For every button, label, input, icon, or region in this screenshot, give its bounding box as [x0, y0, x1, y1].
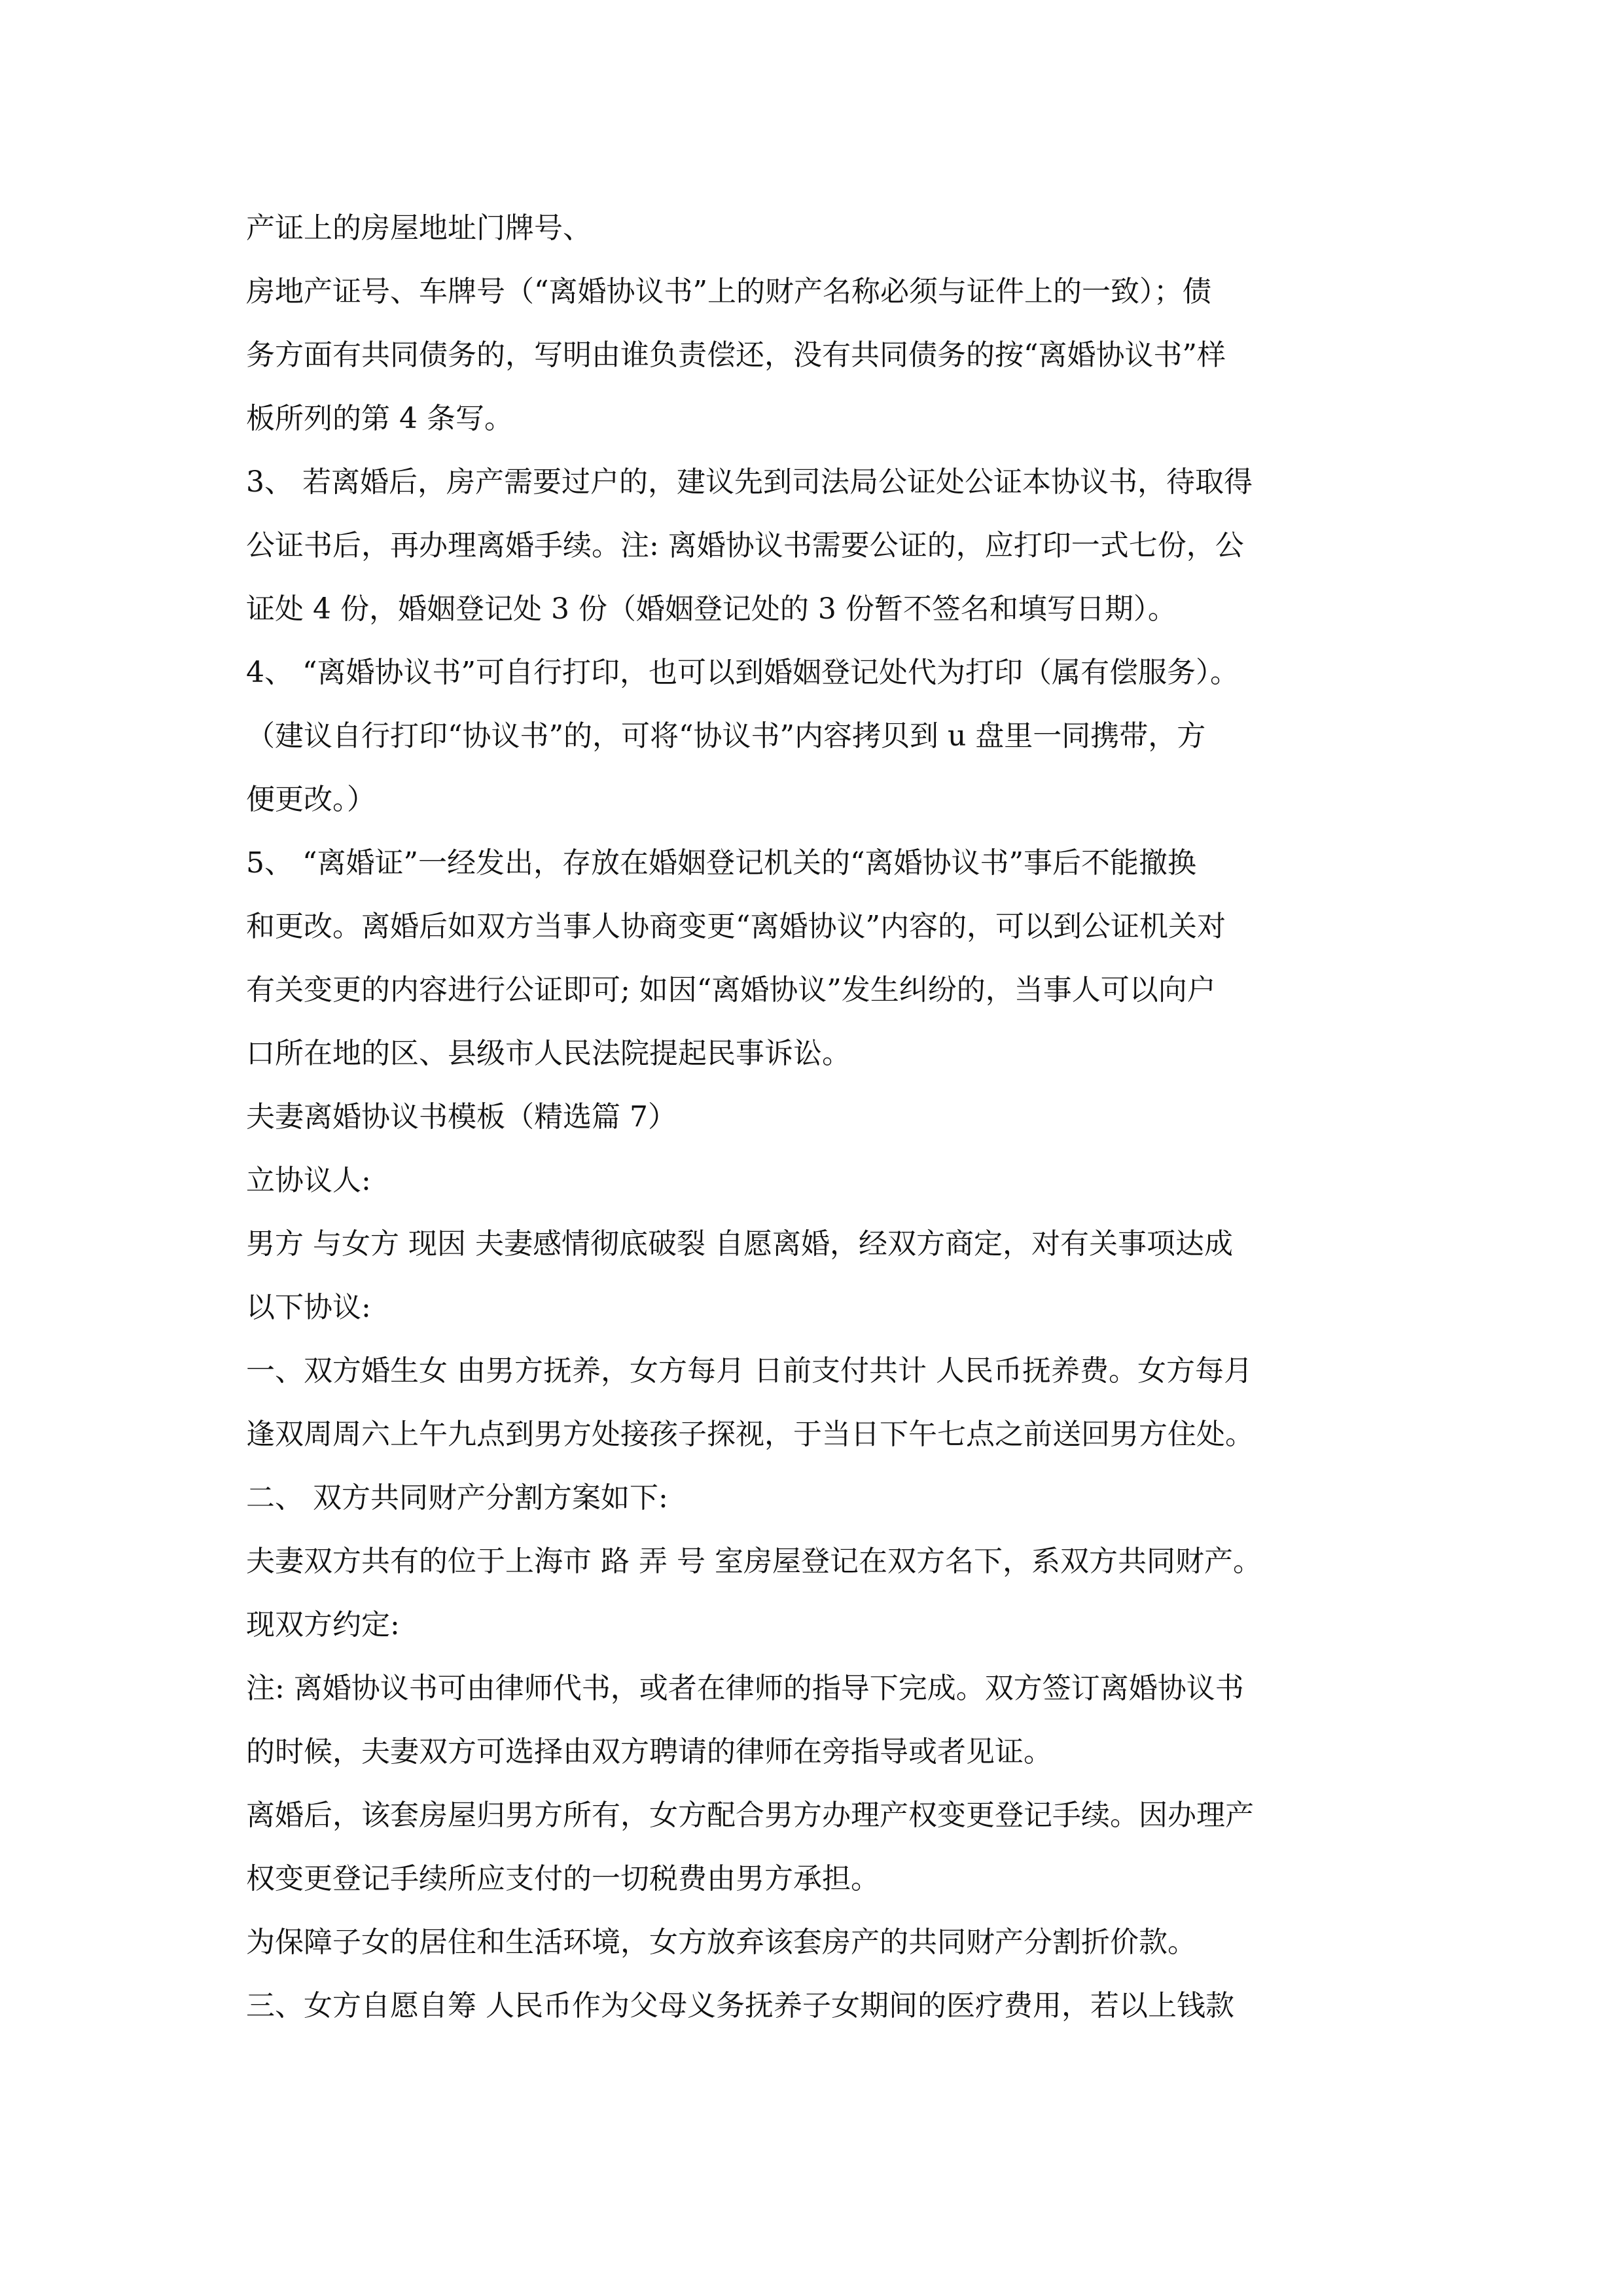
text-line: 权变更登记手续所应支付的一切税费由男方承担。 — [246, 1862, 880, 1895]
text-line: 为保障子女的居住和生活环境，女方放弃该套房产的共同财产分割折价款。 — [246, 1926, 1196, 1959]
text-line: 男方 与女方 现因 夫妻感情彻底破裂 自愿离婚，经双方商定，对有关事项达成 — [246, 1227, 1233, 1261]
section-title: 夫妻离婚协议书模板（精选篇 7） — [246, 1100, 677, 1134]
text-line: 房地产证号、车牌号（“离婚协议书”上的财产名称必须与证件上的一致）；债 — [246, 275, 1211, 308]
text-line: 证处 4 份，婚姻登记处 3 份（婚姻登记处的 3 份暂不签名和填写日期）。 — [246, 592, 1177, 626]
text-line: 口所在地的区、县级市人民法院提起民事诉讼。 — [246, 1037, 851, 1070]
text-line: 注: 离婚协议书可由律师代书，或者在律师的指导下完成。双方签订离婚协议书 — [246, 1672, 1244, 1705]
text-line: 逢双周周六上午九点到男方处接孩子探视，于当日下午七点之前送回男方住处。 — [246, 1418, 1254, 1451]
text-line: （建议自行打印“协议书”的，可将“协议书”内容拷贝到 u 盘里一同携带，方 — [246, 719, 1206, 753]
text-line: 立协议人: — [246, 1164, 371, 1197]
text-line: 离婚后，该套房屋归男方所有，女方配合男方办理产权变更登记手续。因办理产 — [246, 1799, 1254, 1832]
text-line: 现双方约定: — [246, 1608, 400, 1641]
text-line: 5、 “离婚证”一经发出，存放在婚姻登记机关的“离婚协议书”事后不能撤换 — [246, 846, 1196, 880]
text-line: 便更改。） — [246, 783, 376, 816]
text-line: 以下协议: — [246, 1291, 371, 1324]
text-line: 板所列的第 4 条写。 — [246, 402, 513, 435]
document-body — [246, 196, 1398, 2037]
text-line: 3、 若离婚后，房产需要过户的，建议先到司法局公证处公证本协议书，待取得 — [246, 465, 1253, 499]
text-line: 二、 双方共同财产分割方案如下: — [246, 1481, 668, 1515]
text-line: 务方面有共同债务的，写明由谁负责偿还，没有共同债务的按“离婚协议书”样 — [246, 338, 1226, 372]
text-line: 4、 “离婚协议书”可自行打印，也可以到婚姻登记处代为打印（属有偿服务）。 — [246, 656, 1239, 689]
text-line: 公证书后，再办理离婚手续。注: 离婚协议书需要公证的，应打印一式七份，公 — [246, 529, 1244, 562]
text-line: 有关变更的内容进行公证即可; 如因“离婚协议”发生纠纷的，当事人可以向户 — [246, 973, 1216, 1007]
text-line: 一、双方婚生女 由男方抚养，女方每月 日前支付共计 人民币抚养费。女方每月 — [246, 1354, 1253, 1388]
text-line: 三、女方自愿自筹 人民币作为父母义务抚养子女期间的医疗费用，若以上钱款 — [246, 1989, 1234, 2022]
text-line: 的时候，夫妻双方可选择由双方聘请的律师在旁指导或者见证。 — [246, 1735, 1052, 1768]
text-line: 和更改。离婚后如双方当事人协商变更“离婚协议”内容的，可以到公证机关对 — [246, 910, 1226, 943]
text-line: 产证上的房屋地址门牌号、 — [246, 211, 592, 245]
text-line: 夫妻双方共有的位于上海市 路 弄 号 室房屋登记在双方名下，系双方共同财产。 — [246, 1545, 1262, 1578]
